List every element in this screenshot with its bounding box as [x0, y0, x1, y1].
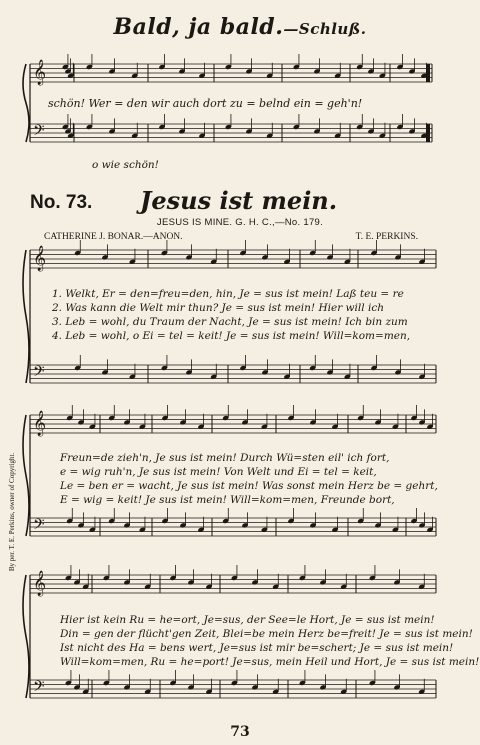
- verse-2-line-3: Din = gen der flücht'gen Zeit, Blei=be mein Herz be=freit! Je = sus ist mein!: [60, 628, 473, 640]
- hymn-system-2-treble-clef: 𝄞: [33, 411, 47, 436]
- section-title: [0, 14, 480, 40]
- verse-3-line-3: Ist nicht des Ha = bens wert, Je=sus ist mir be=schert; Je = sus ist mein!: [60, 642, 454, 654]
- final-bar: [426, 64, 430, 82]
- verse-4-line-2: E = wig = keit! Je sus ist mein! Will=kom=men, Freunde bort,: [60, 494, 395, 506]
- hymn-title: Jesus ist mein.: [140, 186, 338, 215]
- hymn-system-3-bass-clef: 𝄢: [33, 678, 45, 699]
- section1-lyric-line: schön! Wer = den wir auch dort zu = belnd ein = geh'n!: [48, 97, 363, 110]
- hymn-system-1-bass-clef: 𝄢: [33, 363, 45, 384]
- final-bar: [426, 124, 430, 142]
- section1-bass-lyric: o wie schön!: [92, 159, 159, 171]
- verse-3-line-2: Le = ben er = wacht, Je sus ist mein! Was sonst mein Herz be = gehrt,: [60, 480, 438, 492]
- verse-4-line-1: 4. Leb = wohl, o Ei = tel = keit! Je = sus ist mein! Will=kom=men,: [52, 330, 411, 342]
- verse-1-line-1: 1. Welkt, Er = den=freu=den, hin, Je = sus ist mein! Laß teu = re: [52, 288, 404, 300]
- hymn-composer: T. E. PERKINS.: [355, 232, 418, 242]
- bald-system-brace: [23, 64, 29, 142]
- section-title-text: Bald, ja bald.: [113, 14, 284, 40]
- hymn-system-1-brace: [23, 250, 29, 383]
- section-title-suffix: —Schluß.: [283, 20, 367, 38]
- hymn-subtitle: JESUS IS MINE. G. H. C.,—No. 179.: [156, 217, 324, 228]
- copyright-note: By per. T. E. Perkins, owner of Copyright.: [8, 452, 16, 572]
- hymn-system-1-treble-clef: 𝄞: [33, 246, 47, 271]
- hymn-author: CATHERINE J. BONAR.—ANON.: [44, 232, 183, 242]
- hymn-system-3-treble-clef: 𝄞: [33, 571, 47, 596]
- hymn-system-2-bass-clef: 𝄢: [33, 516, 45, 537]
- page-number: 73: [230, 724, 250, 740]
- verse-1-line-2: Freun=de zieh'n, Je sus ist mein! Durch Wü=sten eil' ich fort,: [60, 452, 390, 464]
- bald-system-bass-clef: 𝄢: [33, 122, 45, 143]
- hymn-system-3-brace: [23, 575, 29, 698]
- bald-system-treble-clef: 𝄞: [33, 60, 47, 85]
- verse-4-line-3: Will=kom=men, Ru = he=port! Je=sus, mein Heil und Hort, Je = sus ist mein!: [60, 656, 480, 668]
- hymn-system-2-brace: [23, 415, 29, 536]
- hymn-number: No. 73.: [30, 192, 93, 213]
- verse-2-line-2: e = wig ruh'n, Je sus ist mein! Von Welt und Ei = tel = keit,: [60, 466, 377, 478]
- verse-1-line-3: Hier ist kein Ru = he=ort, Je=sus, der See=le Hort, Je = sus ist mein!: [60, 614, 435, 626]
- verse-2-line-1: 2. Was kann die Welt mir thun? Je = sus ist mein! Hier will ich: [52, 302, 384, 314]
- verse-3-line-1: 3. Leb = wohl, du Traum der Nacht, Je = sus ist mein! Ich bin zum: [52, 316, 408, 328]
